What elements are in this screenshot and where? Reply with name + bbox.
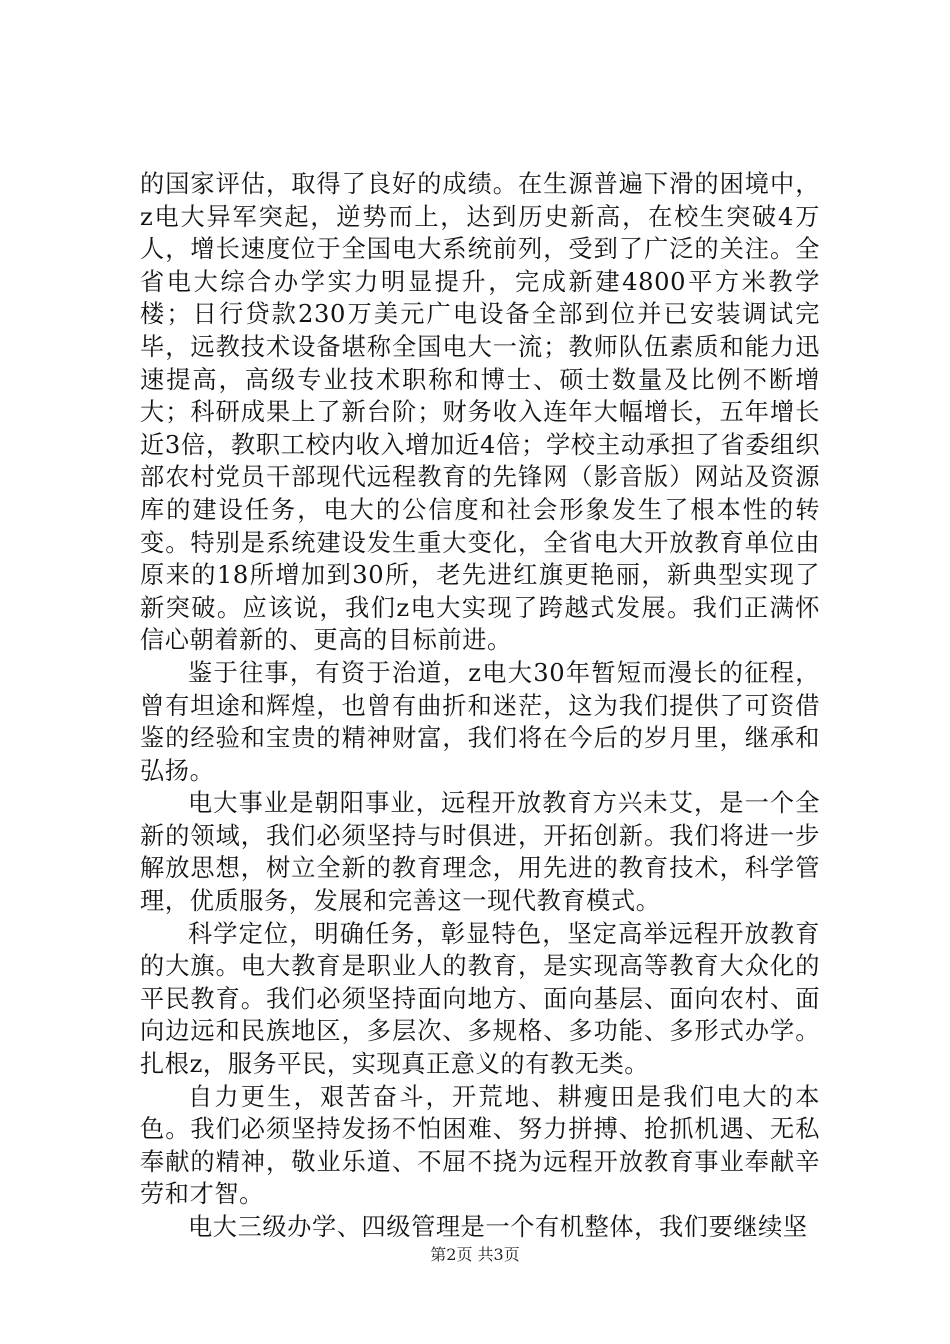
page-number-footer: 第2页 共3页 [430, 1245, 520, 1264]
paragraph-3: 电大事业是朝阳事业，远程开放教育方兴未艾，是一个全新的领域，我们必须坚持与时俱进，开拓创新。我们将进一步解放思想，树立全新的教育理念，用先进的教育技术，科学管理，优质服务，发展和完善这一现代教育模式。 [140, 789, 820, 916]
paragraph-2: 鉴于往事，有资于治道，z电大30年暂短而漫长的征程，曾有坦途和辉煌，也曾有曲折和迷茫，这为我们提供了可资借鉴的经验和宝贵的精神财富，我们将在今后的岁月里，继承和弘扬。 [140, 658, 820, 785]
paragraph-6: 电大三级办学、四级管理是一个有机整体，我们要继续坚 [188, 1213, 808, 1241]
paragraph-4: 科学定位，明确任务，彰显特色，坚定高举远程开放教育的大旗。电大教育是职业人的教育，是实现高等教育大众化的平民教育。我们必须坚持面向地方、面向基层、面向农村、面向边远和民族地区，多层次、多规格、多功能、多形式办学。扎根z，服务平民，实现真正意义的有教无类。 [140, 919, 820, 1079]
document-body [140, 168, 820, 1244]
paragraph-1: 的国家评估，取得了良好的成绩。在生源普遍下滑的困境中，z电大异军突起，逆势而上，达到历史新高，在校生突破4万人，增长速度位于全国电大系统前列，受到了广泛的关注。全省电大综合办学实力明显提升，完成新建4800平方米教学楼；日行贷款230万美元广电设备全部到位并已安装调试完毕，远教技术设备堪称全国电大一流；教师队伍素质和能力迅速提高，高级专业技术职称和博士、硕士数量及比例不断增大；科研成果上了新台阶；财务收入连年大幅增长，五年增长近3倍，教职工校内收入增加近4倍；学校主动承担了省委组织部农村党员干部现代远程教育的先锋网（影音版）网站及资源库的建设任务，电大的公信度和社会形象发生了根本性的转变。特别是系统建设发生重大变化，全省电大开放教育单位由原来的18所增加到30所，老先进红旗更艳丽，新典型实现了新突破。应该说，我们z电大实现了跨越式发展。我们正满怀信心朝着新的、更高的目标前进。 [140, 170, 820, 655]
paragraph-5: 自力更生，艰苦奋斗，开荒地、耕瘦田是我们电大的本色。我们必须坚持发扬不怕困难、努力拼搏、抢抓机遇、无私奉献的精神，敬业乐道、不屈不挠为远程开放教育事业奉献辛劳和才智。 [140, 1082, 820, 1209]
